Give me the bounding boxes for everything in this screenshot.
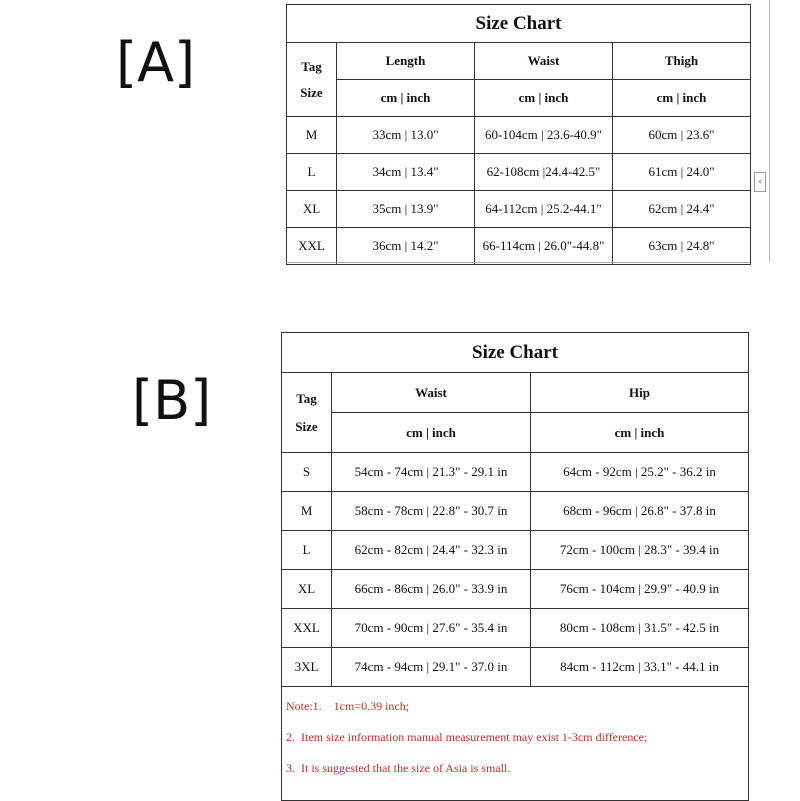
tag-label: Tag [301,58,322,74]
tag-label: Tag [296,390,317,406]
size-cell: 3XL [282,648,332,687]
scrollbar[interactable] [750,0,770,262]
table-b-tag-size-header [282,373,332,453]
table-row [282,492,749,531]
size-cell: XL [282,570,332,609]
hip-cell: 76cm - 104cm | 29.9" - 40.9 in [531,570,749,609]
waist-cell: 66cm - 86cm | 26.0" - 33.9 in [332,570,531,609]
waist-cell: 54cm - 74cm | 21.3" - 29.1 in [332,453,531,492]
table-row [287,154,751,191]
table-row [287,191,751,228]
size-cell: L [287,154,337,191]
thigh-cell: 63cm | 24.8" [613,228,751,265]
table-row [282,570,749,609]
label-b: [B] [132,369,212,432]
size-cell: L [282,531,332,570]
table-a-tag-size-header [287,43,337,117]
size-cell: M [287,117,337,154]
thigh-cell: 62cm | 24.4" [613,191,751,228]
table-b-unit: cm | inch [332,413,531,453]
scrollbar-track [769,0,770,262]
table-row [287,117,751,154]
size-cell: XXL [282,609,332,648]
length-cell: 36cm | 14.2" [337,228,475,265]
size-cell: S [282,453,332,492]
hip-cell: 84cm - 112cm | 33.1" - 44.1 in [531,648,749,687]
thigh-cell: 60cm | 23.6" [613,117,751,154]
size-cell: XXL [287,228,337,265]
table-row [282,531,749,570]
table-a-col-waist: Waist [475,43,613,80]
waist-cell: 64-112cm | 25.2-44.1" [475,191,613,228]
table-b-title: Size Chart [282,333,749,373]
table-b-col-hip: Hip [531,373,749,413]
table-a-col-length: Length [337,43,475,80]
waist-cell: 70cm - 90cm | 27.6" - 35.4 in [332,609,531,648]
note-line: 3. It is suggested that the size of Asia is small. [286,761,511,775]
table-row [282,609,749,648]
note-line: 2. Item size information manual measurement may exist 1-3cm difference; [286,730,648,744]
label-a: [A] [116,31,196,94]
waist-cell: 66-114cm | 26.0"-44.8" [475,228,613,265]
table-b-col-waist: Waist [332,373,531,413]
size-chart-table-b [281,332,749,801]
waist-cell: 62-108cm |24.4-42.5" [475,154,613,191]
size-cell: M [282,492,332,531]
table-a-bottom-edge [286,262,750,263]
scroll-arrow-icon[interactable]: ‹ [754,172,766,192]
length-cell: 33cm | 13.0" [337,117,475,154]
table-b-unit: cm | inch [531,413,749,453]
table-a-unit: cm | inch [475,80,613,117]
table-a-unit: cm | inch [337,80,475,117]
hip-cell: 68cm - 96cm | 26.8" - 37.8 in [531,492,749,531]
size-label: Size [295,418,318,434]
hip-cell: 64cm - 92cm | 25.2" - 36.2 in [531,453,749,492]
table-row [282,648,749,687]
size-label: Size [300,84,323,100]
table-a-title: Size Chart [287,5,751,43]
waist-cell: 58cm - 78cm | 22.8" - 30.7 in [332,492,531,531]
length-cell: 34cm | 13.4" [337,154,475,191]
waist-cell: 62cm - 82cm | 24.4" - 32.3 in [332,531,531,570]
size-chart-table-a [286,4,751,265]
table-row [282,453,749,492]
waist-cell: 60-104cm | 23.6-40.9" [475,117,613,154]
length-cell: 35cm | 13.9" [337,191,475,228]
table-row [287,228,751,265]
waist-cell: 74cm - 94cm | 29.1" - 37.0 in [332,648,531,687]
hip-cell: 72cm - 100cm | 28.3" - 39.4 in [531,531,749,570]
table-b-notes [282,687,749,801]
table-a-unit: cm | inch [613,80,751,117]
table-a-col-thigh: Thigh [613,43,751,80]
thigh-cell: 61cm | 24.0" [613,154,751,191]
size-cell: XL [287,191,337,228]
note-line: Note:1. 1cm=0.39 inch; [286,699,410,713]
hip-cell: 80cm - 108cm | 31.5" - 42.5 in [531,609,749,648]
